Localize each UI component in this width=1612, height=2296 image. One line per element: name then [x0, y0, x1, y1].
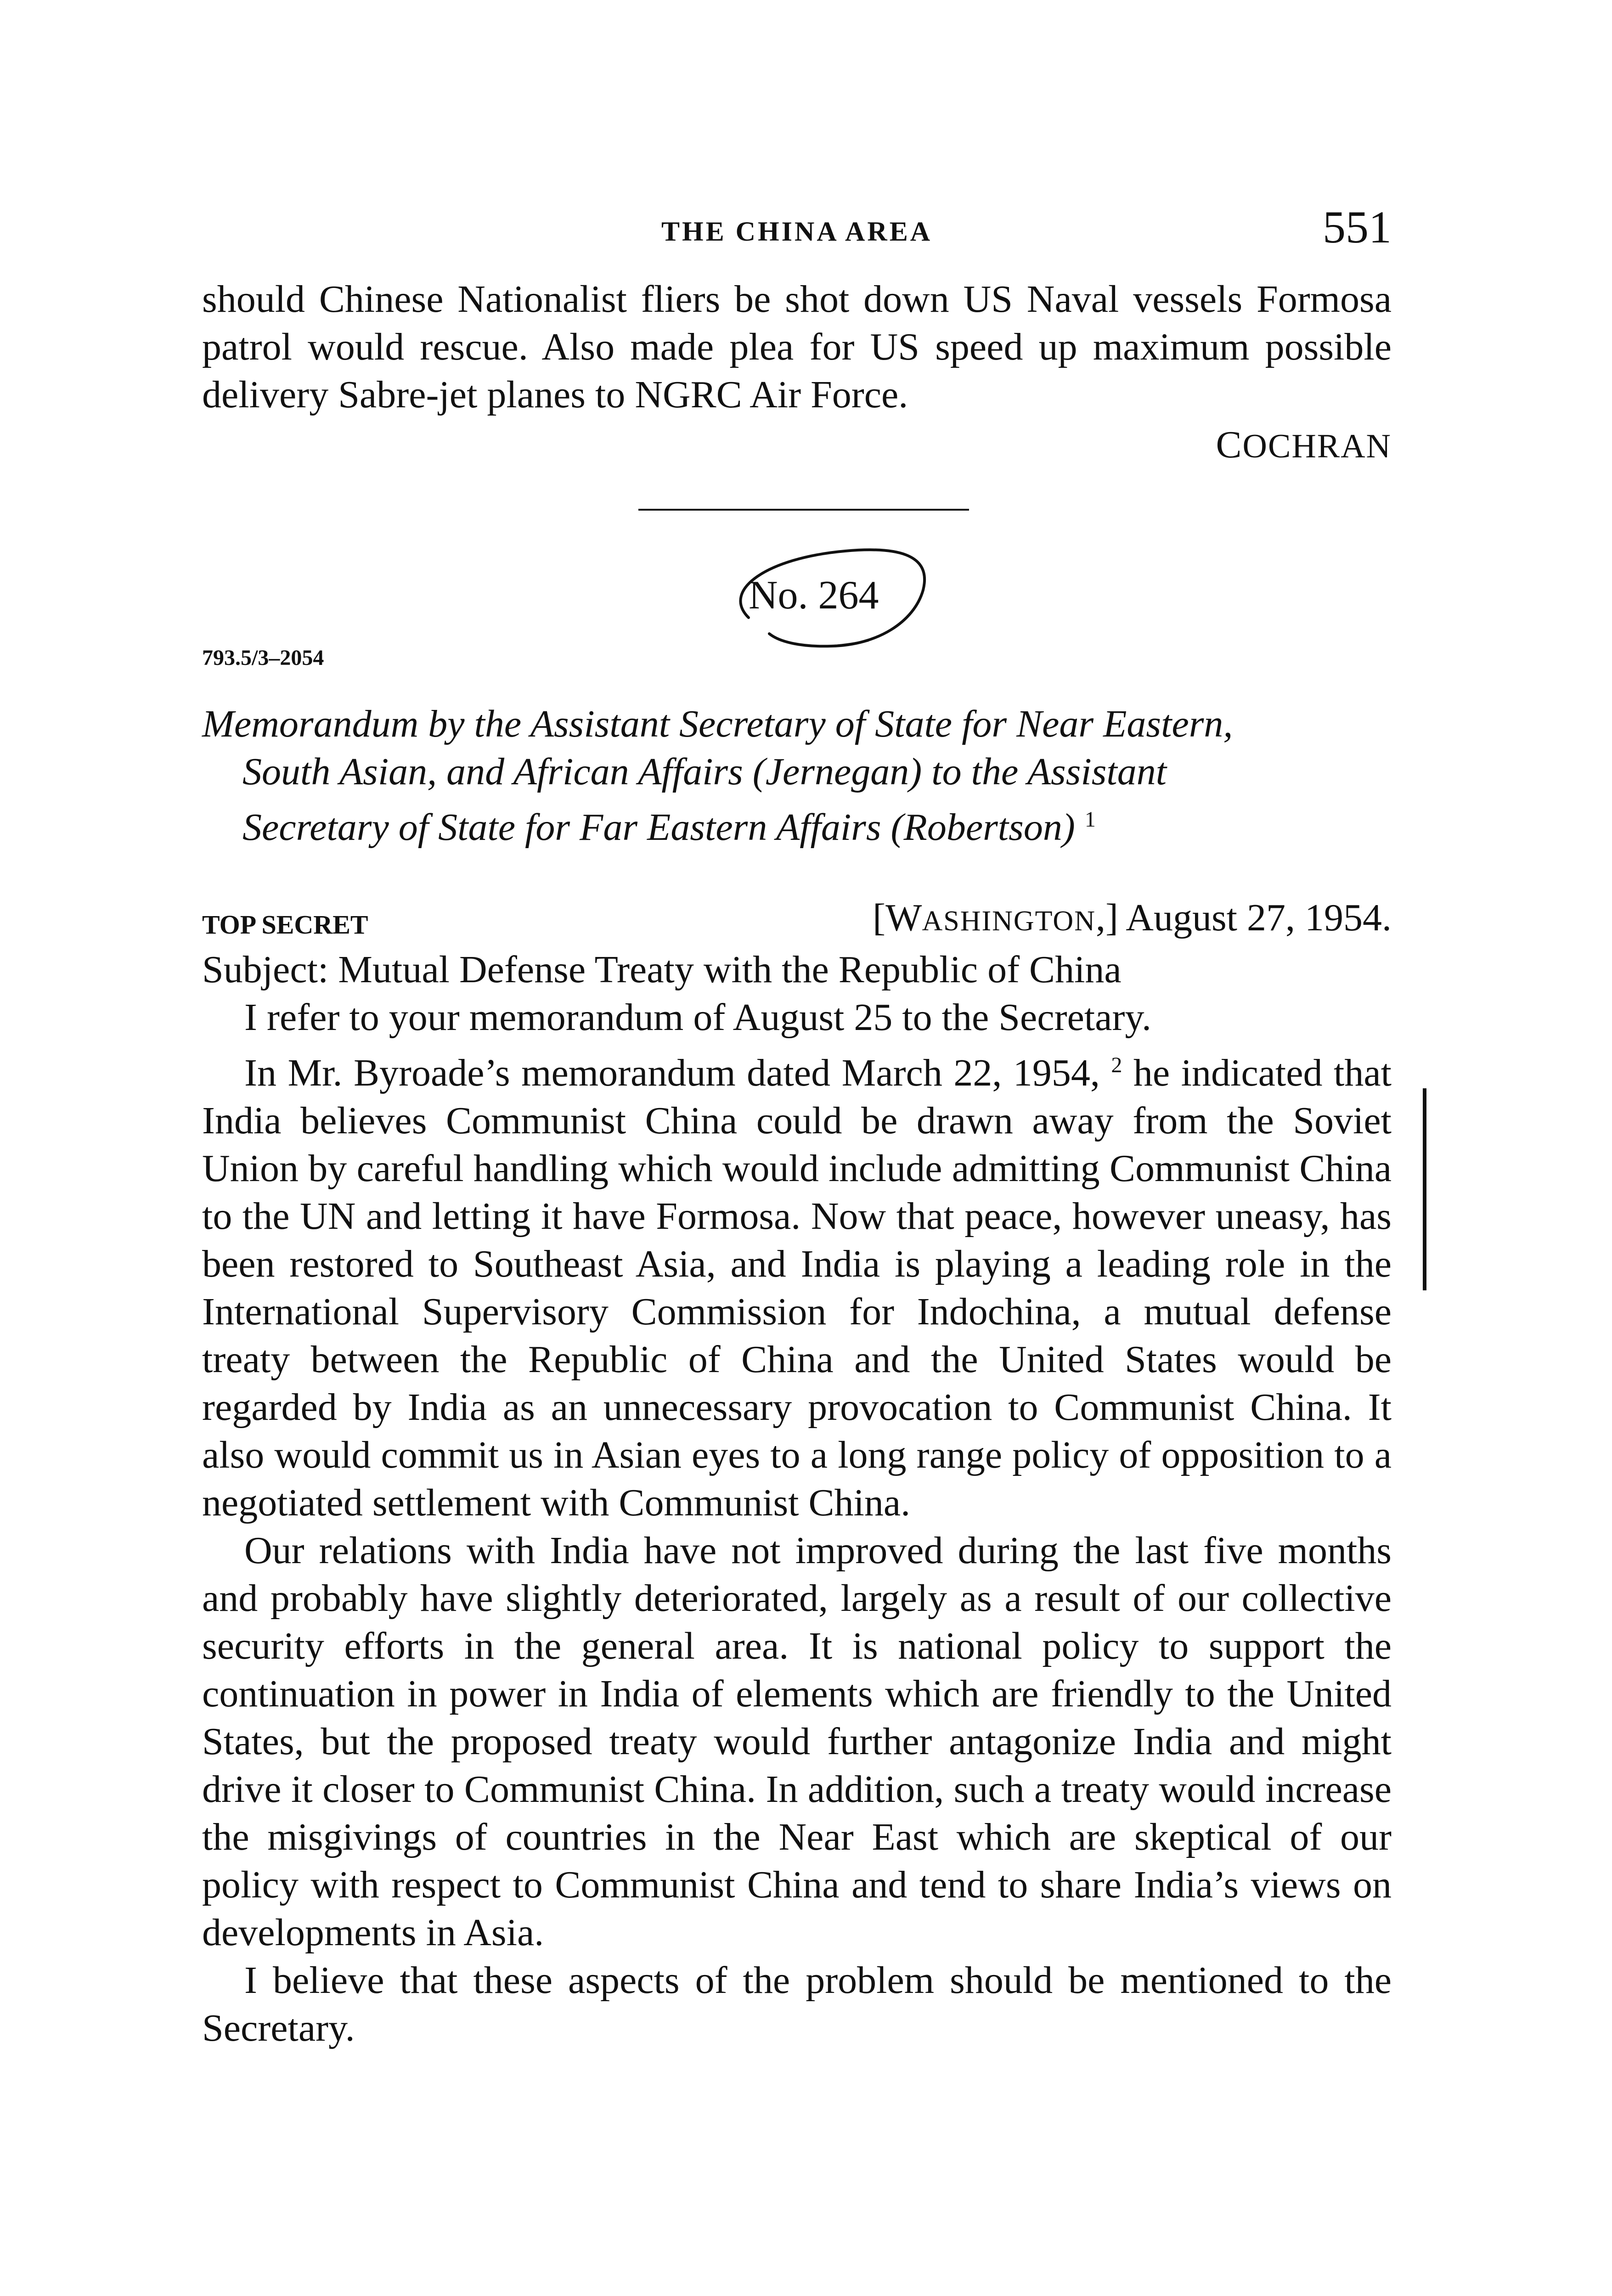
page-number: 551 — [1323, 202, 1392, 253]
paragraph-4: I believe that these aspects of the problem should be mentioned to the Secretary. — [202, 1959, 1392, 2049]
document-heading — [202, 700, 1392, 851]
signature-initial: C — [1216, 423, 1243, 466]
paragraph-2 — [202, 1041, 1392, 1527]
dateline — [873, 895, 1392, 940]
dateline-place: ASHINGTON — [922, 906, 1096, 937]
heading-line-3: Secretary of State for Far Eastern Affairs (Robertson) — [242, 806, 1075, 849]
document-number-stamp — [693, 530, 951, 664]
signature-rest: OCHRAN — [1242, 428, 1392, 465]
paragraph-2-start: In Mr. Byroade’s memorandum dated March 22, 1954, — [244, 1052, 1100, 1094]
running-title: THE CHINA AREA — [661, 216, 933, 247]
paragraph-3: Our relations with India have not improved during the last five months and probably have slightly deteriorated, largely as a result of our collective security efforts in the general area. It is national policy to support the continuation in power in India of elements which are friendly to the United States, but the proposed treaty would further antagonize India and might drive it closer to Communist China. In addition, such a treaty would increase the misgivings of countries in the Near East which are skeptical of our policy with respect to Communist China and tend to share India’s views on developments in Asia. — [202, 1529, 1392, 1954]
paragraph-1: I refer to your memorandum of August 25 to the Secretary. — [244, 996, 1151, 1039]
continued-paragraph: should Chinese Nationalist fliers be shot down US Naval vessels Formosa patrol would rescue. Also made plea for US speed up maximum possible delivery Sabre-jet planes to NGRC Air Force. — [202, 278, 1392, 416]
footnote-ref-1: 1 — [1084, 807, 1096, 832]
memorandum-body — [202, 946, 1392, 2052]
dateline-open: [W — [873, 896, 922, 939]
document-separator-rule — [638, 509, 969, 511]
heading-line-1: Memorandum by the Assistant Secretary of State for Near Eastern, — [202, 703, 1233, 745]
running-head — [202, 202, 1392, 262]
classification-line — [202, 895, 1392, 946]
heading-line-2: South Asian, and African Affairs (Jernegan) to the Assistant — [242, 750, 1167, 793]
subject-line: Subject: Mutual Defense Treaty with the Republic of China — [202, 948, 1122, 991]
file-reference: 793.5/3–2054 — [202, 646, 324, 670]
footnote-ref-2: 2 — [1111, 1053, 1122, 1077]
margin-annotation-line — [1423, 1088, 1426, 1290]
classification-marking: TOP SECRET — [202, 910, 368, 940]
prior-document-signature — [1216, 422, 1392, 467]
document-number: No. 264 — [749, 573, 879, 618]
dateline-date: ,] August 27, 1954. — [1095, 896, 1392, 939]
paragraph-2-rest: he indicated that India believes Communist China could be drawn away from the Soviet Union by careful handling which would include admitting Communist China to the UN and letting it have Formosa. Now that peace, however uneasy, has been restored to Southeast Asia, and India is playing a leading role in the International Supervisory Commission for Indochina, a mutual defense treaty between the Republic of China and the United States would be regarded by India as an unnecessary provocation to Communist China. It also would commit us in Asian eyes to a long range policy of opposition to a negotiated settlement with Communist China. — [202, 1052, 1392, 1524]
continued-paragraph-block — [202, 276, 1392, 419]
heading-line-3-block — [202, 796, 1392, 851]
